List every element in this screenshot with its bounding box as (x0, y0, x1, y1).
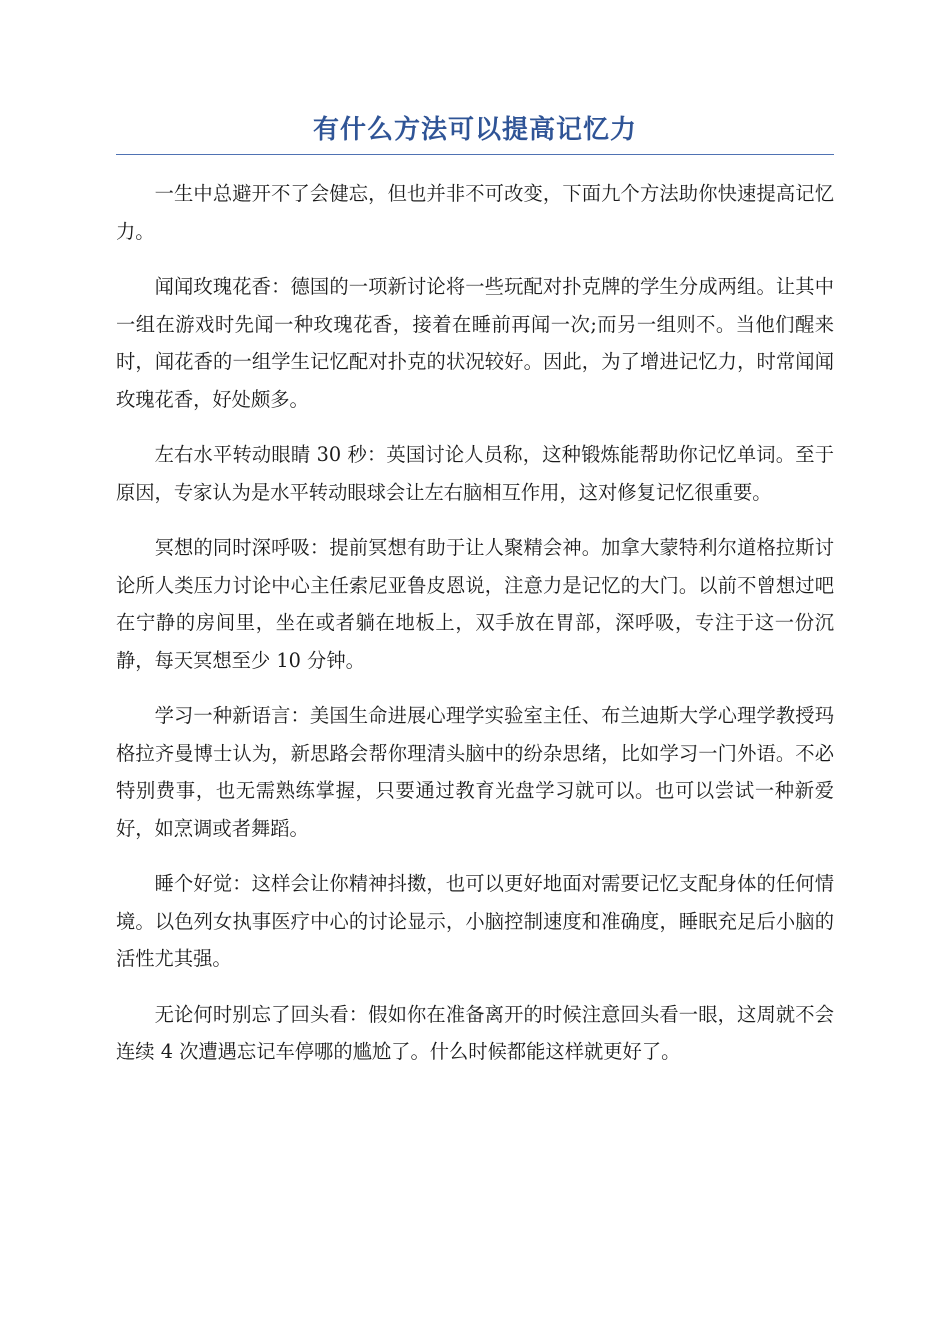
paragraph-rose-scent: 闻闻玫瑰花香：德国的一项新讨论将一些玩配对扑克牌的学生分成两组。让其中一组在游戏时先闻一种玫瑰花香，接着在睡前再闻一次;而另一组则不。当他们醒来时，闻花香的一组学生记忆配对扑克的状况较好。因此，为了增进记忆力，时常闻闻玫瑰花香，好处颇多。 (116, 275, 834, 411)
paragraph-meditation: 冥想的同时深呼吸：提前冥想有助于让人聚精会神。加拿大蒙特利尔道格拉斯讨论所人类压力讨论中心主任索尼亚鲁皮恩说，注意力是记忆的大门。以前不曾想过吧在宁静的房间里，坐在或者躺在地板上，双手放在胃部，深呼吸，专注于这一份沉静，每天冥想至少 10 分钟。 (116, 536, 834, 672)
paragraph-look-back: 无论何时别忘了回头看：假如你在准备离开的时候注意回头看一眼，这周就不会连续 4 次遭遇忘记车停哪的尴尬了。什么时候都能这样就更好了。 (116, 1002, 834, 1063)
page-title: 有什么方法可以提高记忆力 (312, 115, 637, 145)
paragraph-sleep: 睡个好觉：这样会让你精神抖擞，也可以更好地面对需要记忆支配身体的任何情境。以色列女执事医疗中心的讨论显示，小脑控制速度和准确度，睡眠充足后小脑的活性尤其强。 (116, 872, 834, 970)
paragraph-new-language: 学习一种新语言：美国生命进展心理学实验室主任、布兰迪斯大学心理学教授玛格拉齐曼博士认为，新思路会帮你理清头脑中的纷杂思绪，比如学习一门外语。不必特别费事，也无需熟练掌握，只要通过教育光盘学习就可以。也可以尝试一种新爱好，如烹调或者舞蹈。 (116, 704, 834, 840)
paragraph-eye-movement: 左右水平转动眼睛 30 秒：英国讨论人员称，这种锻炼能帮助你记忆单词。至于原因，专家认为是水平转动眼球会让左右脑相互作用，这对修复记忆很重要。 (116, 443, 834, 504)
paragraph-intro: 一生中总避开不了会健忘，但也并非不可改变，下面九个方法助你快速提高记忆力。 (116, 182, 834, 243)
document-page (116, 110, 834, 1089)
title-underline (116, 154, 834, 155)
